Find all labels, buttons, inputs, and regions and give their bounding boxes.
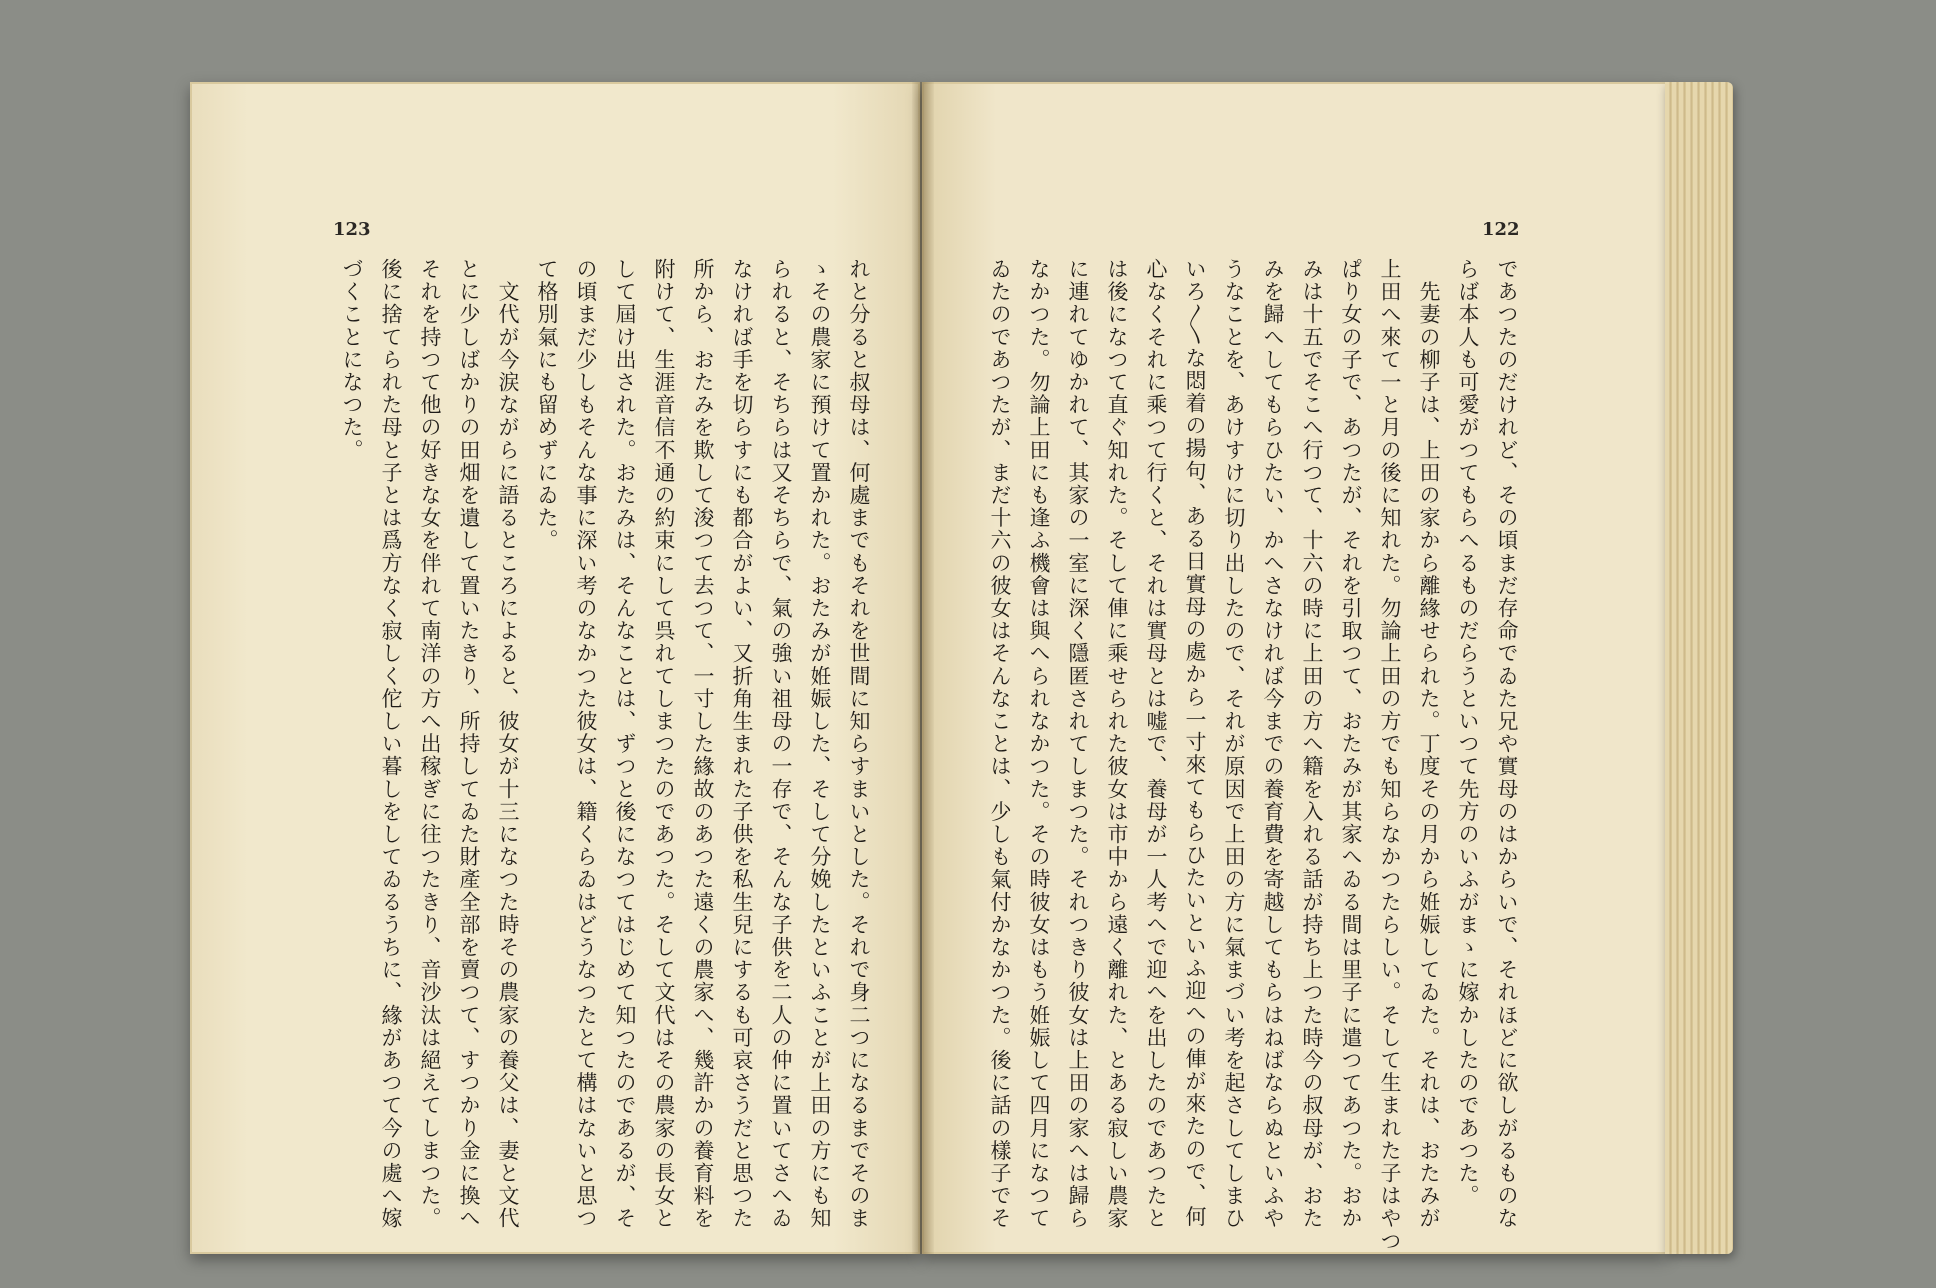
text-column: いろ〳〵な悶着の揚句、ある日實母の處から一寸來てもらひたいといふ迎への俥が來たので、何	[1183, 258, 1207, 1229]
text-column: ゝその農家に預けて置かれた。おたみが姙娠した、そして分娩したといふことが上田の方にも知	[808, 258, 832, 1230]
text-column: ぱり女の子で、あつたが、それを引取つて、おたみが其家へゐる間は里子に遣つてあつた。おか	[1339, 258, 1363, 1230]
text-column: 後に捨てられた母と子とは爲方なく寂しく佗しい暮しをしてゐるうちに、緣があつて今の處へ嫁	[379, 258, 403, 1230]
page-edges	[1665, 82, 1733, 1254]
right-page-number: 122	[1482, 219, 1520, 240]
book-gutter	[912, 82, 934, 1254]
text-column: とに少しばかりの田畑を遺して置いたきり、所持してゐた財產全部を賣つて、すつかり金に換へ	[457, 258, 481, 1230]
text-column: 文代が今涙ながらに語るところによると、彼女が十三になつた時その農家の養父は、妻と文代	[496, 258, 520, 1230]
text-column: して屆け出された。おたみは、そんなことは、ずつと後になつてはじめて知つたのであるが、そ	[613, 258, 637, 1230]
text-column: みは十五でそこへ行つて、十六の時に上田の方へ籍を入れる話が持ち上つた時今の叔母が、おた	[1300, 258, 1324, 1230]
text-column: なければ手を切らすにも都合がよい、又折角生まれた子供を私生兒にするも可哀さうだと思つた	[730, 258, 754, 1230]
text-column: に連れてゆかれて、其家の一室に深く隱匿されてしまつた。それつきり彼女は上田の家へは歸ら	[1066, 258, 1090, 1230]
text-column: られると、そちらは又そちらで、氣の強い祖母の一存で、そんな子供を二人の仲に置いてさへゐ	[769, 258, 793, 1230]
text-column: であつたのだけれど、その頃まだ存命でゐた兄や實母のはからいで、それほどに欲しがるものな	[1495, 258, 1519, 1230]
text-column: みを歸へしてもらひたい、かへさなければ今までの養育費を寄越してもらはねばならぬといふや	[1261, 258, 1285, 1230]
right-page-text	[988, 258, 1526, 1253]
text-column: 附けて、生涯音信不通の約束にして呉れてしまつたのであつた。そして文代はその農家の長女と	[652, 258, 676, 1230]
text-column: 所から、おたみを欺して浚つて去つて、一寸した緣故のあつた遠くの農家へ、幾許かの養育料を	[691, 258, 715, 1230]
text-column: は後になつて直ぐ知れた。そして俥に乘せられた彼女は市中から遠く離れた、とある寂しい農家	[1105, 258, 1129, 1230]
text-column: らば本人も可愛がつてもらへるものだらうといつて先方のいふがまゝに嫁かしたのであつた。	[1456, 258, 1480, 1208]
text-column: づくことになつた。	[340, 258, 364, 462]
text-column: れと分ると叔母は、何處までもそれを世間に知らすまいとした。それで身二つになるまでそのま	[847, 258, 871, 1230]
left-page-text	[318, 258, 878, 1230]
text-column: て格別氣にも留めずにゐた。	[535, 258, 559, 552]
text-column: 先妻の柳子は、上田の家から離緣せられた。丁度その月から姙娠してゐた。それは、おたみが	[1417, 258, 1441, 1230]
text-column: の頃まだ少しもそんな事に深い考のなかつた彼女は、籍くらゐはどうなつたとて構はないと思つ	[574, 258, 598, 1230]
text-column: うなことを、あけすけに切り出したので、それが原因で上田の方に氣まづい考を起さしてしまひ	[1222, 258, 1246, 1230]
text-column: 心なくそれに乘つて行くと、それは實母とは嘘で、養母が一人考へで迎へを出したのであつたと	[1144, 258, 1168, 1230]
text-column: ゐたのであつたが、まだ十六の彼女はそんなことは、少しも氣付かなかつた。後に話の樣子でそ	[988, 258, 1012, 1230]
text-column: なかつた。勿論上田にも逢ふ機會は與へられなかつた。その時彼女はもう姙娠して四月になつて	[1027, 258, 1051, 1230]
text-column: 上田へ來て一と月の後に知れた。勿論上田の方でも知らなかつたらしい。そして生まれた子はやつ	[1378, 258, 1402, 1253]
text-column: それを持つて他の好きな女を伴れて南洋の方へ出稼ぎに往つたきり、音沙汰は絕えてしまつた。	[418, 258, 442, 1230]
left-page-number: 123	[333, 219, 371, 240]
